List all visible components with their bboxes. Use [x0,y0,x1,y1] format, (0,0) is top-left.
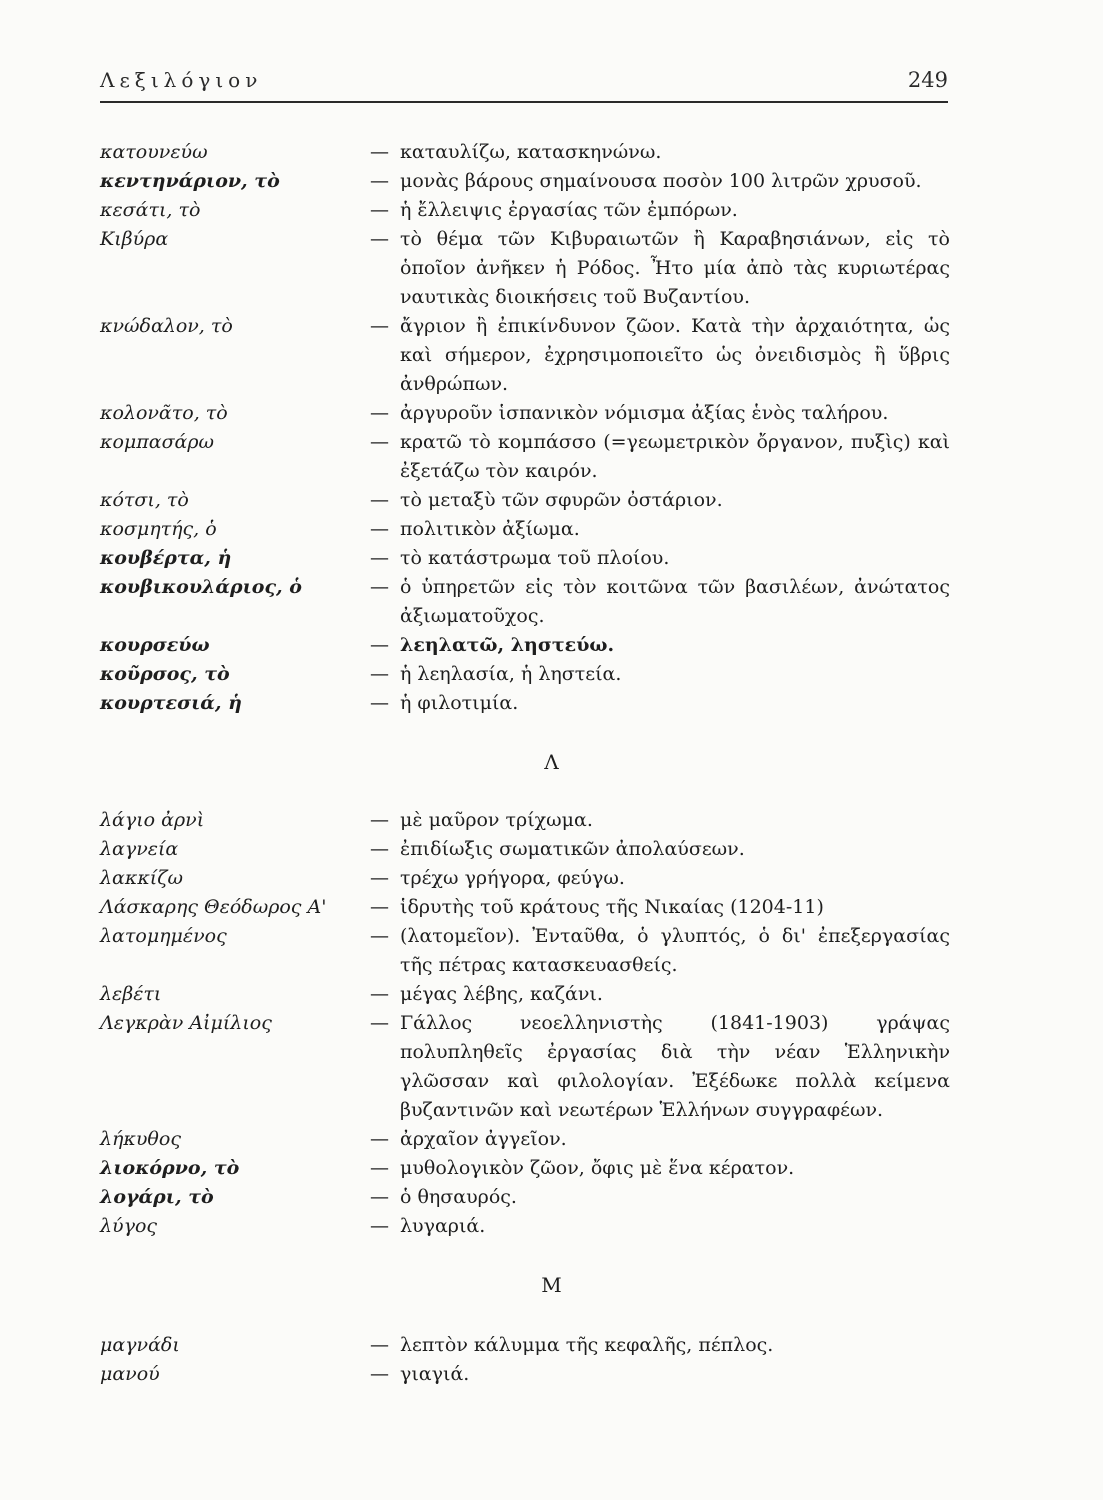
entry-dash: — [370,925,389,947]
entry-dash: — [370,402,389,424]
section-heading-mu: Μ [541,1273,562,1297]
entry-definition: λεπτὸν κάλυμμα τῆς κεφαλῆς, πέπλος. [400,1334,774,1356]
entry-term: μαγνάδι [100,1334,180,1356]
entry-term: Λάσκαρης Θεόδωρος Α' [100,896,327,918]
entry-definition: κρατῶ τὸ κομπάσσο (=γεωμετρικὸν ὄργανον, πυξὶς) καὶ ἐξετάζω τὸν καιρόν. [400,431,950,482]
entry-term: κολονᾶτο, τὸ [100,402,228,424]
entry-dash: — [370,141,389,163]
entry-term: κουρσεύω [100,634,210,656]
entry-dash: — [370,867,389,889]
entry-dash: — [370,489,389,511]
section-heading-lambda: Λ [544,750,559,774]
entry-term: κουρτεσιά, ἡ [100,692,242,714]
entry-term: λογάρι, τὸ [100,1186,214,1208]
entry-term: κομπασάρω [100,431,215,453]
entry-term: κουβικουλάριος, ὁ [100,576,302,598]
running-title: Λεξιλόγιον [100,68,263,92]
entry-dash: — [370,431,389,453]
entry-definition: ἀρχαῖον ἀγγεῖον. [400,1128,567,1150]
entry-definition: ἀργυροῦν ἱσπανικὸν νόμισμα ἀξίας ἑνὸς ταλήρου. [400,402,889,424]
entry-term: κατουνεύω [100,141,208,163]
entry-dash: — [370,634,389,656]
entry-definition: λεηλατῶ, ληστεύω. [400,634,615,656]
entry-term: κοῦρσος, τὸ [100,663,230,685]
entry-dash: — [370,809,389,831]
entry-dash: — [370,692,389,714]
entry-dash: — [370,547,389,569]
entry-term: κεντηνάριον, τὸ [100,170,280,192]
entry-term: λακκίζω [100,867,184,889]
entry-definition: τὸ κατάστρωμα τοῦ πλοίου. [400,547,670,569]
entry-term: Κιβύρα [100,228,169,250]
entry-definition: πολιτικὸν ἀξίωμα. [400,518,580,540]
entry-definition: (λατομεῖον). Ἐνταῦθα, ὁ γλυπτός, ὁ δι' ἐπεξεργασίας τῆς πέτρας κατασκευασθείς. [400,925,950,976]
entry-dash: — [370,1334,389,1356]
entry-dash: — [370,315,389,337]
entry-definition: μυθολογικὸν ζῶον, ὄφις μὲ ἕνα κέρατον. [400,1157,795,1179]
page-number: 249 [907,68,948,92]
entry-dash: — [370,170,389,192]
entry-term: λύγος [100,1215,158,1237]
entry-dash: — [370,838,389,860]
entry-definition: τὸ θέμα τῶν Κιβυραιωτῶν ἢ Καραβησιάνων, εἰς τὸ ὁποῖον ἀνῆκεν ἡ Ρόδος. Ἦτο μία ἀπὸ τὰς κυριωτέρας ναυτικὰς διοικήσεις τοῦ Βυζαντίου. [400,228,950,308]
entry-term: μανού [100,1363,160,1385]
entry-dash: — [370,983,389,1005]
entry-dash: — [370,1128,389,1150]
entry-dash: — [370,228,389,250]
entry-term: κότσι, τὸ [100,489,189,511]
entry-definition: ὁ ὑπηρετῶν εἰς τὸν κοιτῶνα τῶν βασιλέων, ἀνώτατος ἀξιωματοῦχος. [400,576,950,627]
entry-term: λατομημένος [100,925,227,947]
entry-definition: ἄγριον ἢ ἐπικίνδυνον ζῶον. Κατὰ τὴν ἀρχαιότητα, ὡς καὶ σήμερον, ἐχρησιμοποιεῖτο ὡς ὀνειδισμὸς ἢ ὕβρις ἀνθρώπων. [400,315,950,395]
entry-definition: καταυλίζω, κατασκηνώνω. [400,141,662,163]
entry-definition: ἐπιδίωξις σωματικῶν ἀπολαύσεων. [400,838,745,860]
entry-definition: ὁ θησαυρός. [400,1186,517,1208]
entry-term: λεβέτι [100,983,162,1005]
entry-dash: — [370,1215,389,1237]
entry-term: λαγνεία [100,838,179,860]
entry-term: κεσάτι, τὸ [100,199,201,221]
entry-dash: — [370,1186,389,1208]
entry-dash: — [370,576,389,598]
entry-term: Λεγκρὰν Αἰμίλιος [100,1012,272,1034]
entry-dash: — [370,1157,389,1179]
entry-term: κνώδαλον, τὸ [100,315,233,337]
entry-definition: μὲ μαῦρον τρίχωμα. [400,809,593,831]
entry-definition: τὸ μεταξὺ τῶν σφυρῶν ὀστάριον. [400,489,723,511]
entry-term: κοσμητής, ὁ [100,518,217,540]
entry-definition: γιαγιά. [400,1363,470,1385]
entry-dash: — [370,896,389,918]
entry-definition: ἱδρυτὴς τοῦ κράτους τῆς Νικαίας (1204-11) [400,896,824,918]
entry-dash: — [370,1363,389,1385]
entry-dash: — [370,663,389,685]
entry-definition: ἡ ἔλλειψις ἐργασίας τῶν ἐμπόρων. [400,199,738,221]
entry-term: κουβέρτα, ἡ [100,547,232,569]
entry-term: λήκυθος [100,1128,181,1150]
entry-term: λάγιο ἀρνὶ [100,809,205,831]
entry-dash: — [370,199,389,221]
entry-definition: ἡ φιλοτιμία. [400,692,519,714]
entry-dash: — [370,518,389,540]
entry-dash: — [370,1012,389,1034]
entry-definition: λυγαριά. [400,1215,486,1237]
entry-definition: μονὰς βάρους σημαίνουσα ποσὸν 100 λιτρῶν χρυσοῦ. [400,170,922,192]
entry-definition: Γάλλος νεοελληνιστὴς (1841-1903) γράψας πολυπληθεῖς ἐργασίας διὰ τὴν νέαν Ἑλληνικὴν γλῶσσαν καὶ φιλολογίαν. Ἐξέδωκε πολλὰ κείμενα βυζαντινῶν καὶ νεωτέρων Ἑλλήνων συγγραφέων. [400,1012,950,1121]
entry-definition: τρέχω γρήγορα, φεύγω. [400,867,625,889]
entry-definition: μέγας λέβης, καζάνι. [400,983,603,1005]
entry-term: λιοκόρνο, τὸ [100,1157,240,1179]
entry-definition: ἡ λεηλασία, ἡ ληστεία. [400,663,622,685]
